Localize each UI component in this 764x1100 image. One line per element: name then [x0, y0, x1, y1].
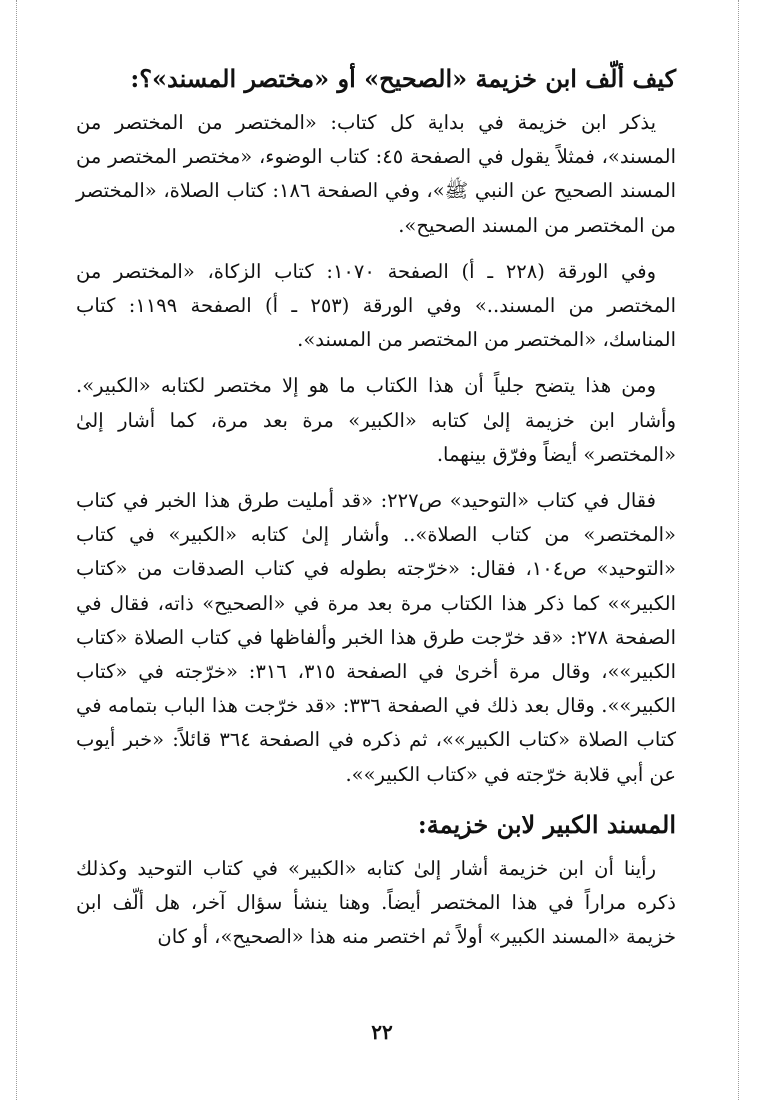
paragraph-3-text: ومن هذا يتضح جلياً أن هذا الكتاب ما هو إلا مختصر لكتابه «الكبير». وأشار ابن خزيمة إلىٰ كتابه «الكبير» مرة بعد مرة، كما أشار إلىٰ «المختصر» أيضاً وفرّق بينهما. — [76, 374, 676, 466]
paragraph-1 — [76, 106, 676, 243]
page-content — [76, 58, 676, 966]
section-heading-big-musnad: المسند الكبير لابن خزيمة: — [417, 809, 676, 839]
section-heading-how-composed: كيف ألّف ابن خزيمة «الصحيح» أو «مختصر المسند»؟: — [130, 64, 676, 93]
right-margin-guide — [738, 0, 739, 1100]
paragraph-2 — [76, 255, 676, 358]
paragraph-5-text: رأينا أن ابن خزيمة أشار إلىٰ كتابه «الكبير» في كتاب التوحيد وكذلك ذكره مراراً في هذا المختصر أيضاً. وهنا ينشأ سؤال آخر، هل ألّف ابن خزيمة «المسند الكبير» أولاً ثم اختصر منه هذا «الصحيح»، أو كان — [76, 856, 676, 949]
left-margin-guide — [16, 0, 17, 1100]
page-number: ٢٢ — [371, 1020, 393, 1044]
paragraph-3 — [76, 369, 676, 472]
paragraph-1-text: يذكر ابن خزيمة في بداية كل كتاب: «المختصر من المختصر من المسند»، فمثلاً يقول في الصفحة ٤٥: كتاب الوضوء، «مختصر المختصر من المسند الصحيح عن النبي ﷺ»، وفي الصفحة ١٨٦: كتاب الصلاة، «المختصر من المختصر من المسند الصحيح». — [76, 111, 677, 237]
paragraph-4-text: فقال في كتاب «التوحيد» ص٢٢٧: «قد أمليت طرق هذا الخبر في كتاب «المختصر» من كتاب الصلاة».. وأشار إلىٰ كتابه «الكبير» في كتاب «التوحيد» ص١٠٤، فقال: «خرّجته بطوله في كتاب الصدقات من «كتاب الكبير»» كما ذكر هذا الكتاب مرة بعد مرة في «الصحيح» ذاته، فقال في الصفحة ٢٧٨: «قد خرّجت طرق هذا الخبر وألفاظها في كتاب الصلاة «كتاب الكبير»»، وقال مرة أخرىٰ في الصفحة ٣١٥، ٣١٦: «خرّجته في «كتاب الكبير»». وقال بعد ذلك في الصفحة ٣٣٦: «قد خرّجت هذا الباب بتمامه في كتاب الصلاة «كتاب الكبير»»، ثم ذكره في الصفحة ٣٦٤ قائلاً: «خبر أيوب عن أبي قلابة خرّجته في «كتاب الكبير»». — [76, 489, 677, 786]
paragraph-5 — [76, 852, 676, 955]
paragraph-2-text: وفي الورقة (٢٢٨ ـ أ) الصفحة ١٠٧٠: كتاب الزكاة، «المختصر من المختصر من المسند..» وفي الورقة (٢٥٣ ـ أ) الصفحة ١١٩٩: كتاب المناسك، «المختصر من المختصر من المسند». — [76, 259, 676, 352]
paragraph-4 — [76, 484, 676, 792]
